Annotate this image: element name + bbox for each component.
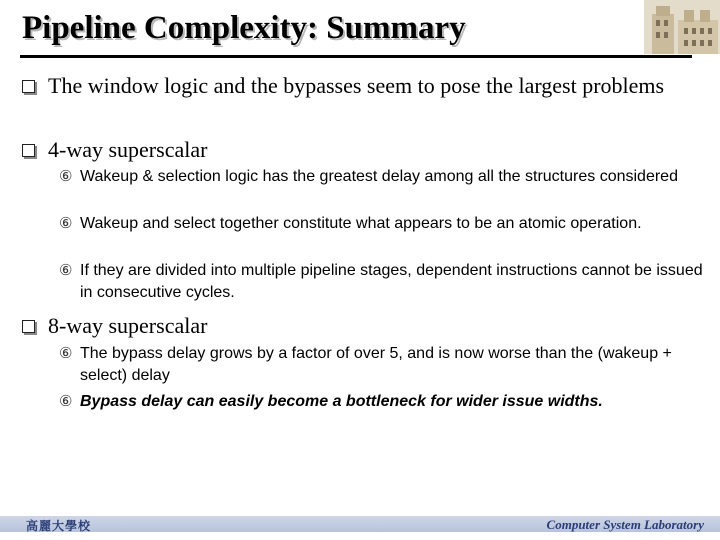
sub-bullet-icon: ⑥ — [59, 168, 73, 185]
checkbox-bullet-icon — [22, 320, 35, 333]
bullet-3-sub-2 — [59, 391, 705, 413]
bullet-2 — [48, 137, 688, 162]
bullet-3-text: 8-way superscalar — [48, 313, 208, 338]
slide-title: Pipeline Complexity: Summary — [22, 10, 466, 46]
bullet-2-sub-1 — [59, 166, 705, 188]
checkbox-bullet-icon — [22, 80, 35, 93]
checkbox-bullet-icon — [22, 144, 35, 157]
sub-bullet-icon: ⑥ — [59, 345, 73, 362]
bullet-3 — [48, 313, 688, 338]
bullet-2-sub-1-text: Wakeup & selection logic has the greatest delay among all the structures considered — [80, 168, 678, 185]
bullet-2-sub-2-text: Wakeup and select together constitute what appears to be an atomic operation. — [80, 215, 642, 232]
sub-bullet-icon: ⑥ — [59, 393, 73, 410]
bullet-3-sub-1 — [59, 343, 705, 387]
bullet-3-sub-1-text: The bypass delay grows by a factor of over 5, and is now worse than the (wakeup + select) delay — [80, 345, 672, 384]
sub-bullet-icon: ⑥ — [59, 262, 73, 279]
footer-university-name: 高麗大學校 — [26, 519, 92, 533]
bullet-3-sub-2-text: Bypass delay can easily become a bottleneck for wider issue widths. — [80, 393, 603, 410]
bullet-2-sub-3 — [59, 260, 705, 304]
university-building-image — [644, 0, 720, 54]
sub-bullet-icon: ⑥ — [59, 215, 73, 232]
bullet-2-sub-2 — [59, 213, 705, 235]
footer-lab-name: Computer System Laboratory — [546, 517, 704, 532]
title-underline — [20, 55, 692, 58]
bullet-1-text: The window logic and the bypasses seem to pose the largest problems — [48, 73, 665, 98]
bullet-2-text: 4-way superscalar — [48, 137, 208, 162]
bullet-1 — [48, 73, 688, 98]
bullet-2-sub-3-text: If they are divided into multiple pipeline stages, dependent instructions cannot be issued in consecutive cycles. — [80, 262, 703, 301]
